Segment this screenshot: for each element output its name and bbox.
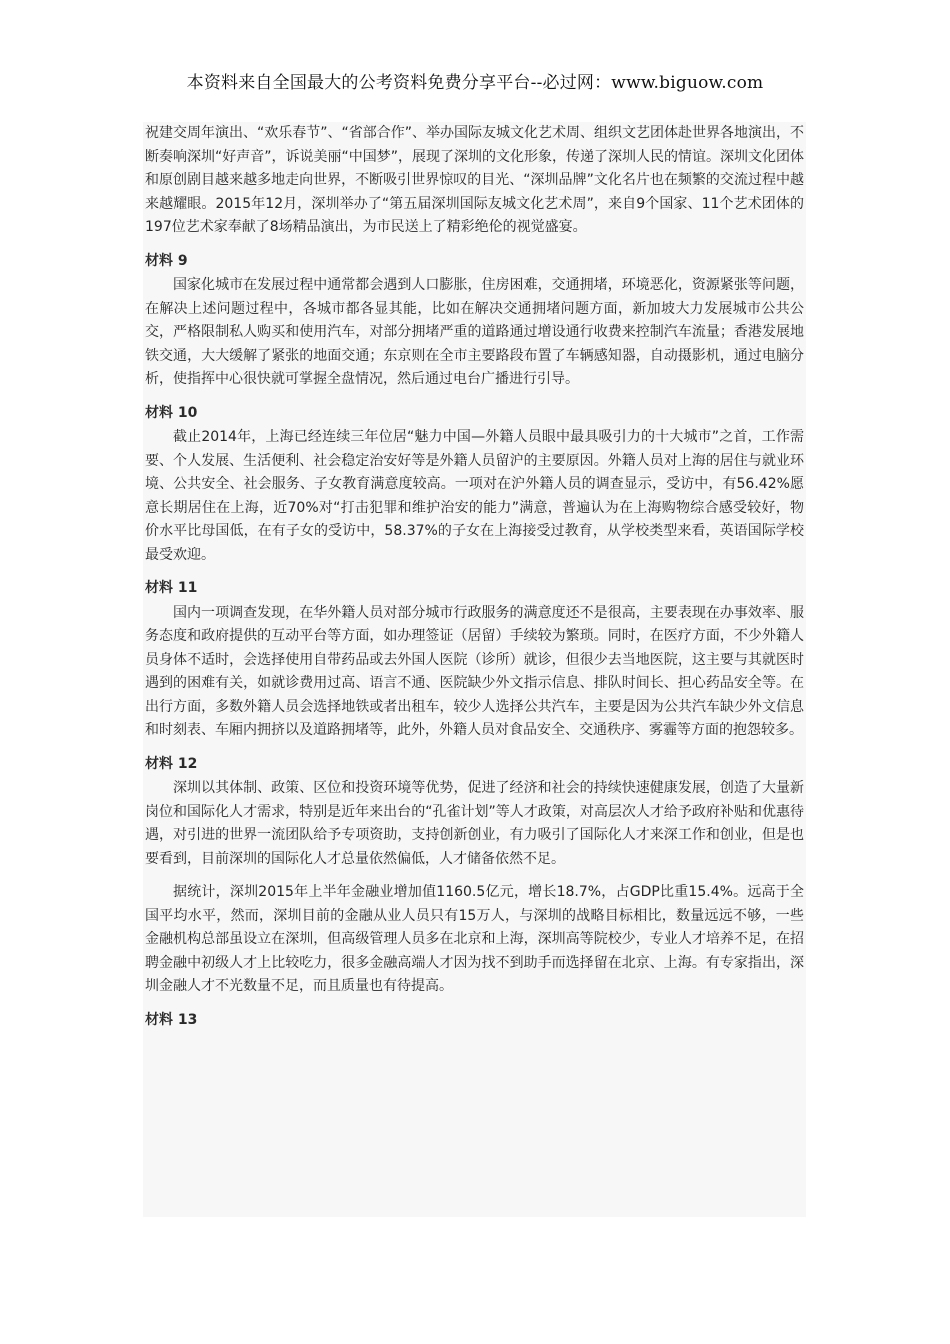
paragraph-material-11: 国内一项调查发现，在华外籍人员对部分城市行政服务的满意度还不是很高，主要表现在办事效率、服务态度和政府提供的互动平台等方面，如办理签证（居留）手续较为繁琐。同时，在医疗方面，不少外籍人员身体不适时，会选择使用自带药品或去外国人医院（诊所）就诊，但很少去当地医院，这主要与其就医时遇到的困难有关，如就诊费用过高、语言不通、医院缺少外文指示信息、排队时间长、担心药品安全等。在出行方面，多数外籍人员会选择地铁或者出租车，较少人选择公共汽车，主要是因为公共汽车缺少外文信息和时刻表、车厢内拥挤以及道路拥堵等，此外，外籍人员对食品安全、交通秩序、雾霾等方面的抱怨较多。 xyxy=(145,604,804,738)
paragraph-material-9: 国家化城市在发展过程中通常都会遇到人口膨胀，住房困难，交通拥堵，环境恶化，资源紧张等问题，在解决上述问题过程中，各城市都各显其能，比如在解决交通拥堵问题方面，新加坡大力发展城市公共公交，严格限制私人购买和使用汽车，对部分拥堵严重的道路通过增设通行收费来控制汽车流量；香港发展地铁交通，大大缓解了紧张的地面交通；东京则在全市主要路段布置了车辆感知器，自动摄影机，通过电脑分析，使指挥中心很快就可掌握全盘情况，然后通过电台广播进行引导。 xyxy=(145,277,804,387)
heading-material-13: 材料 13 xyxy=(145,1011,198,1028)
paragraph-material-10: 截止2014年，上海已经连续三年位居“魅力中国—外籍人员眼中最具吸引力的十大城市”之首，工作需要、个人发展、生活便利、社会稳定治安好等是外籍人员留沪的主要原因。外籍人员对上海的居住与就业环境、公共安全、社会服务、子女教育满意度较高。一项对在沪外籍人员的调查显示，受访中，有56.42%愿意长期居住在上海，近70%对“打击犯罪和维护治安的能力”满意，普遍认为在上海购物综合感受较好，物价水平比母国低，在有子女的受访中，58.37%的子女在上海接受过教育，从学校类型来看，英语国际学校最受欢迎。 xyxy=(145,429,804,563)
heading-material-10: 材料 10 xyxy=(145,404,198,421)
paragraph-culture-exchange: 祝建交周年演出、“欢乐春节”、“省部合作”、举办国际友城文化艺术周、组织文艺团体赴世界各地演出，不断奏响深圳“好声音”，诉说美丽“中国梦”，展现了深圳的文化形象，传递了深圳人民的情谊。深圳文化团体和原创剧目越来越多地走向世界，不断吸引世界惊叹的目光、“深圳品牌”文化名片也在频繁的交流过程中越来越耀眼。2015年12月，深圳举办了“第五届深圳国际友城文化艺术周”，来自9个国家、11个艺术团体的197位艺术家奉献了8场精品演出，为市民送上了精彩绝伦的视觉盛宴。 xyxy=(145,125,805,235)
paragraph-spacer xyxy=(143,871,806,881)
heading-material-11: 材料 11 xyxy=(145,580,198,596)
paragraph-material-12-a: 深圳以其体制、政策、区位和投资环境等优势，促进了经济和社会的持续快速健康发展，创造了大量新岗位和国际化人才需求，特别是近年来出台的“孔雀计划”等人才政策，对高层次人才给予政府补贴和优惠待遇，对引进的世界一流团队给予专项资助，支持创新创业，有力吸引了国际化人才来深工作和创业，但是也要看到，目前深圳的国际化人才总量依然偏低，人才储备依然不足。 xyxy=(145,780,804,867)
heading-material-9: 材料 9 xyxy=(145,252,188,269)
document-body xyxy=(143,122,806,1217)
page-header: 本资料来自全国最大的公考资料免费分享平台--必过网：www.biguow.com xyxy=(186,73,764,93)
paragraph-material-12-b: 据统计，深圳2015年上半年金融业增加值1160.5亿元，增长18.7%，占GDP比重15.4%。远高于全国平均水平，然而，深圳目前的金融从业人员只有15万人，与深圳的战略目标相比，数量远远不够，一些金融机构总部虽设立在深圳，但高级管理人员多在北京和上海，深圳高等院校少，专业人才培养不足，在招聘金融中初级人才上比较吃力，很多金融高端人才因为找不到助手而选择留在北京、上海。有专家指出，深圳金融人才不光数量不足，而且质量也有待提高。 xyxy=(145,884,804,994)
heading-material-12: 材料 12 xyxy=(145,755,198,772)
